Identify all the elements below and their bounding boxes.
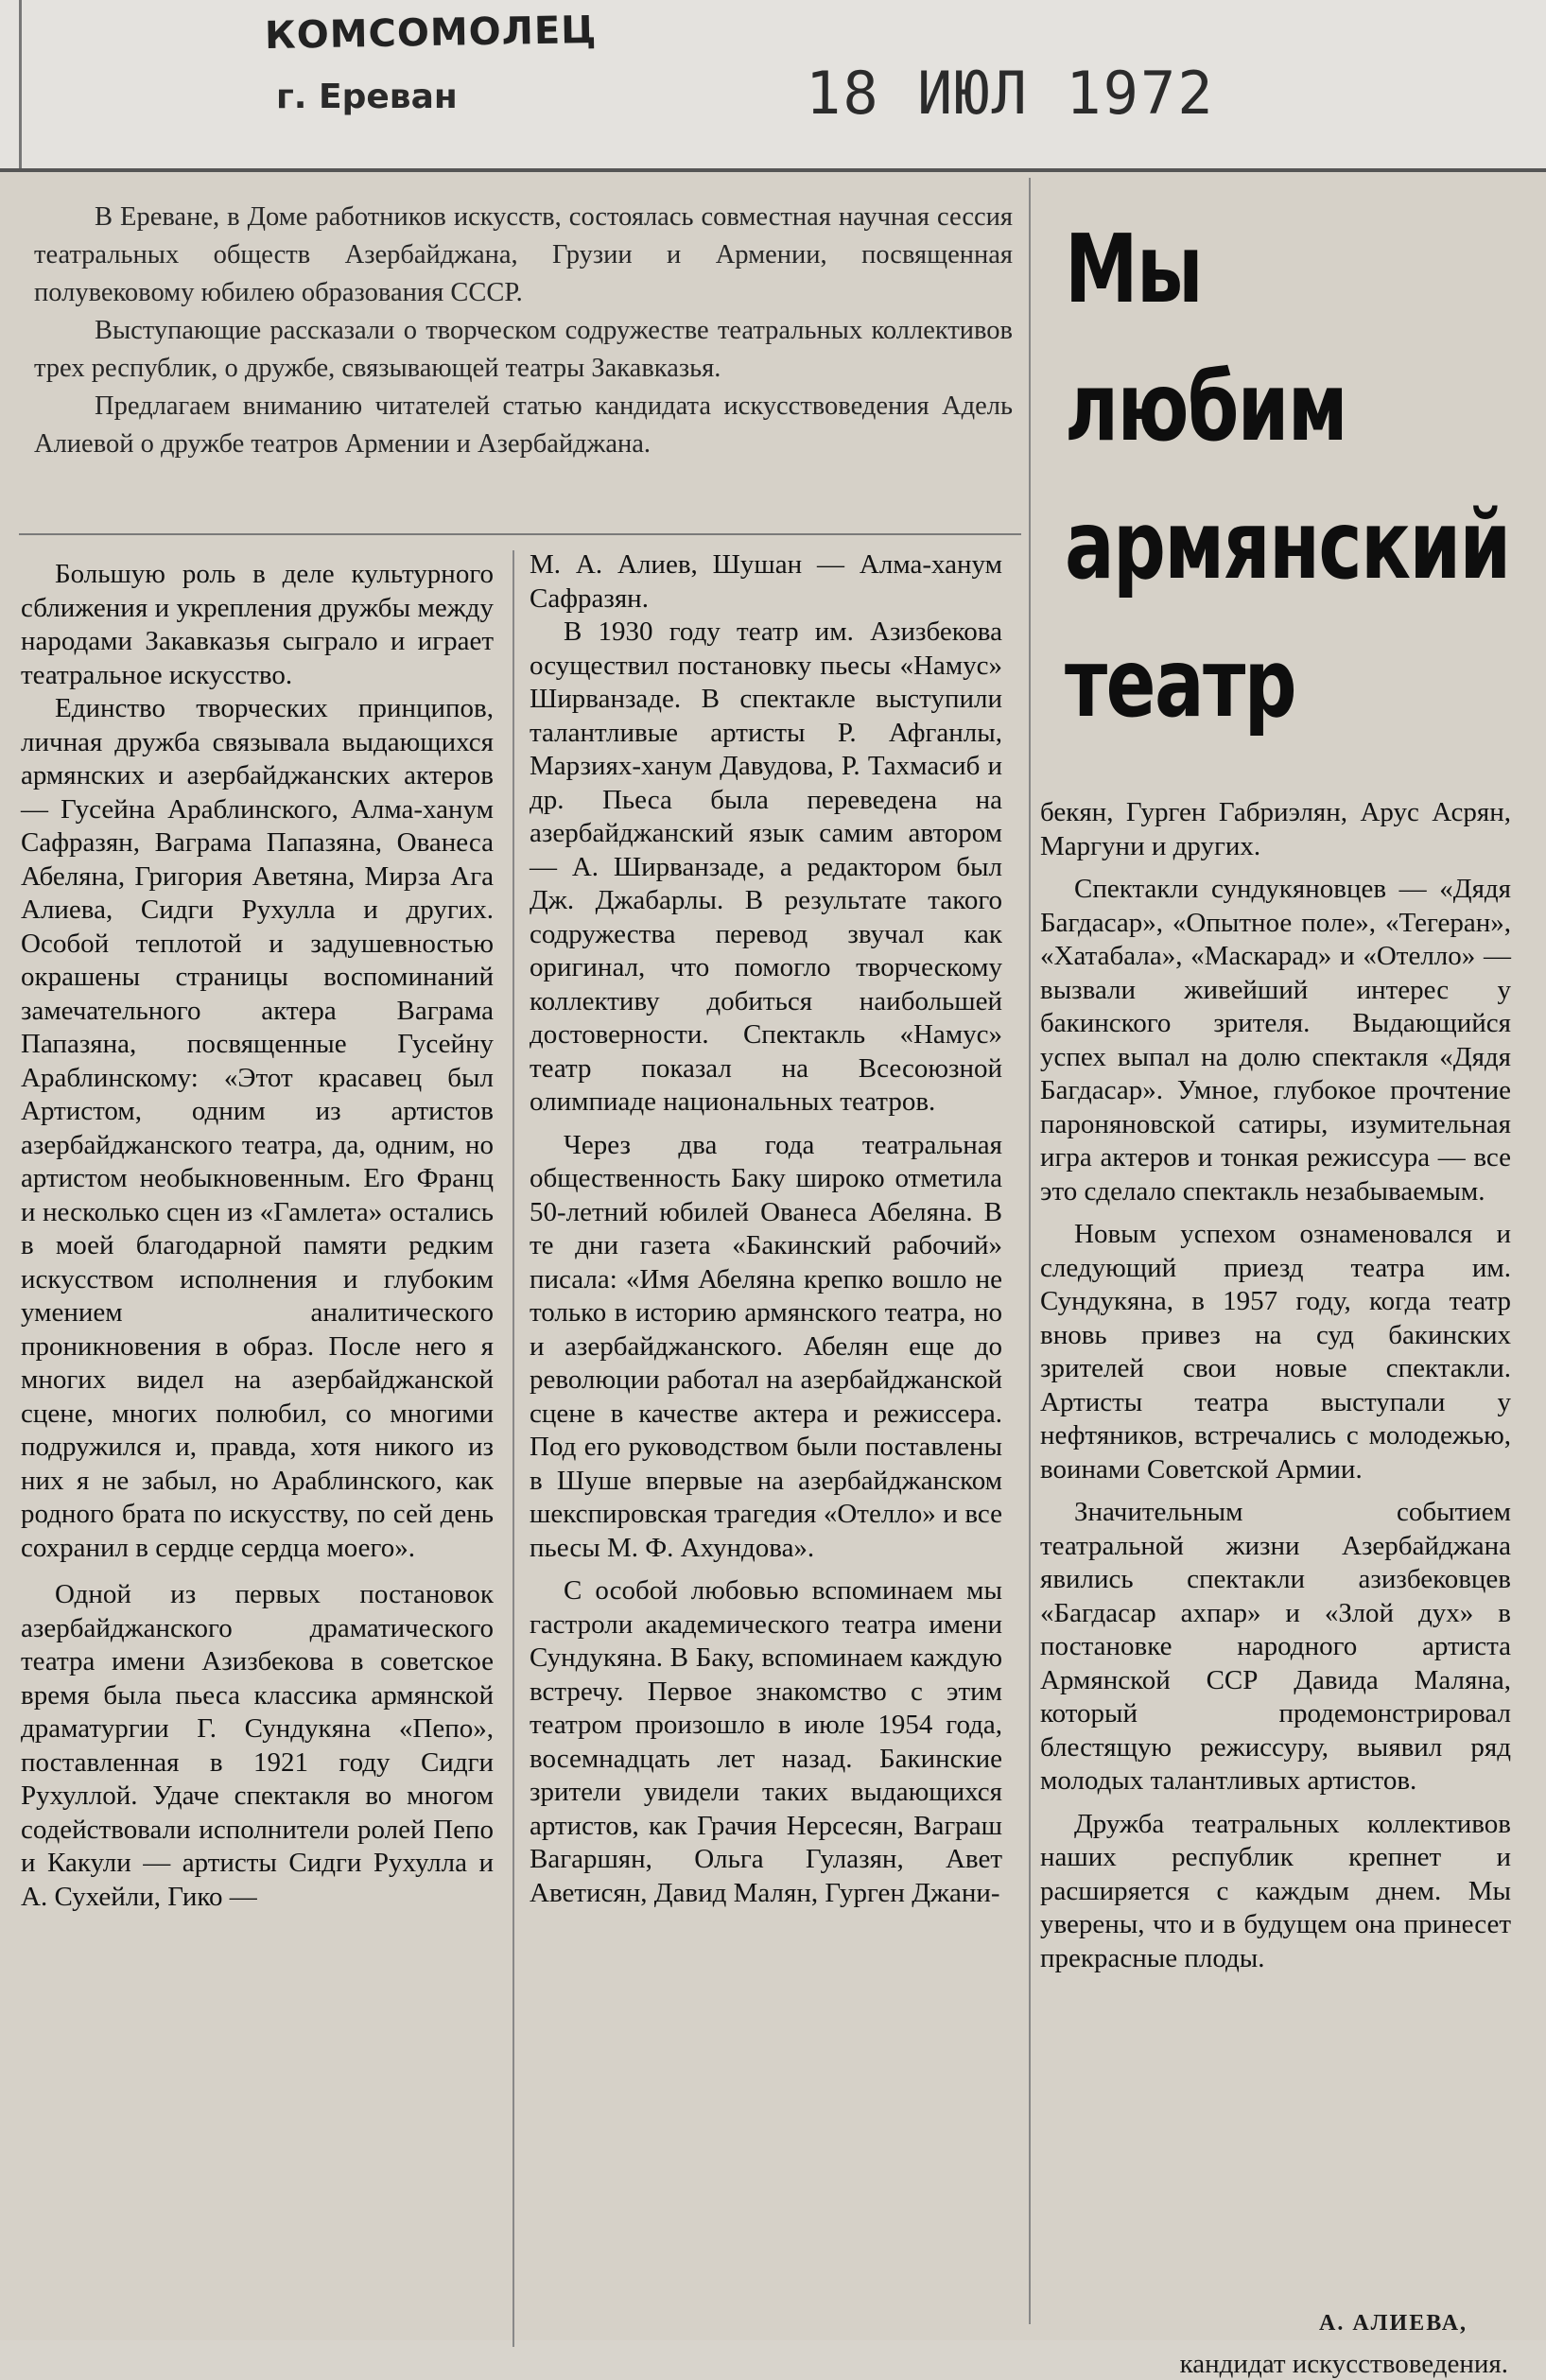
- article-column-2: [530, 548, 1002, 1910]
- article-column-1: [21, 558, 494, 1914]
- body-paragraph: Новым успехом ознаменовался и следующий приезд театра им. Сундукяна, в 1957 году, когда театр вновь привез на суд бакинских зрителей свои новые спектакли. Артисты театра выступали у нефтяников, встречались с молодежью, воинами Советской Армии.: [1040, 1219, 1511, 1485]
- column-divider: [512, 550, 514, 2347]
- newspaper-city: г. Ереван: [276, 78, 458, 116]
- headline-line: Мы: [1065, 214, 1203, 324]
- body-paragraph: С особой любовью вспоминаем мы гастроли академического театра имени Сундукяна. В Баку, вспоминаем каждую встречу. Первое знакомство с этим театром произошло в июле 1954 года, восемнадцать лет назад. Бакинские зрители увидели таких выдающихся артистов, как Грачия Нерсесян, Ваграш Вагаршян, Ольга Гулазян, Авет Аветисян, Давид Малян, Гурген Джани-: [530, 1575, 1002, 1908]
- body-paragraph: Единство творческих принципов, личная дружба связывала выдающихся армянских и азербайджанских актеров — Гусейна Араблинского, Алма-ханум Сафразян, Ваграма Папазяна, Ованеса Абеляна, Григория Аветяна, Мирза Ага Алиева, Сидги Рухулла и других. Особой теплотой и задушевностью окрашены страницы воспоминаний замечательного актера Ваграма Папазяна, посвященные Гусейну Араблинскому: «Этот красавец был Артистом, одним из артистов азербайджанского театра, да, одним, но артистом необыкновенным. Его Франц и несколько сцен из «Гамлета» остались в моей благодарной памяти редким искусством исполнения и глубоким умением аналитического проникновения в образ. После него я многих видел на азербайджанской сцене, многих полюбил, со многими подружился и, правда, хотя никого из них я не забыл, но Араблинского, как родного брата по искусству, по сей день сохранил в сердце сердца моего».: [21, 693, 494, 1563]
- body-paragraph: Дружба театральных коллективов наших республик крепнет и расширяется с каждым днем. Мы уверены, что и в будущем она принесет прекрасные плоды.: [1040, 1808, 1511, 1973]
- clipping-stamp: [0, 0, 1546, 172]
- lead-divider: [19, 533, 1021, 535]
- body-paragraph: Через два года театральная общественность Баку широко отметила 50-летний юбилей Ованеса Абеляна. В те дни газета «Бакинский рабочий» писала: «Имя Абеляна крепко вошло не только в историю армянского театра, но и азербайджанского. Абелян еще до революции работал на азербайджанской сцене в качестве актера и режиссера. Под его руководством были поставлены в Шуше впервые на азербайджанском шекспировская трагедия «Отелло» и все пьесы М. Ф. Ахундова».: [530, 1129, 1002, 1563]
- clipping-date: 18 ИЮЛ 1972: [806, 59, 1215, 128]
- article-lead: [34, 199, 1013, 463]
- lead-paragraph: В Ереване, в Доме работников искусств, состоялась совместная научная сессия театральных обществ Азербайджана, Грузии и Армении, посвященная полувековому юбилею образования СССР.: [34, 202, 1013, 307]
- column-divider: [1029, 178, 1031, 2324]
- headline-line: любим: [1065, 352, 1347, 462]
- body-paragraph: М. А. Алиев, Шушан — Алма-ханум Сафразян.: [530, 549, 1002, 614]
- body-paragraph: В 1930 году театр им. Азизбекова осуществил постановку пьесы «Намус» Ширванзаде. В спектакле выступили талантливые артисты Р. Афганлы, Марзиях-ханум Давудова, Р. Тахмасиб и др. Пьеса была переведена на азербайджанский язык самим автором — А. Ширванзаде, а редактором был Дж. Джабарлы. В результате такого содружества перевод звучал как оригинал, что помогло творческому коллективу добиться наибольшей достоверности. Спектакль «Намус» театр показал на Всесоюзной олимпиаде национальных театров.: [530, 617, 1002, 1117]
- article-column-3: [1040, 796, 1511, 1975]
- body-paragraph: Одной из первых постановок азербайджанского драматического театра имени Азизбекова в советское время была пьеса классика армянской драматургии Г. Сундукяна «Пепо», поставленная в 1921 году Сидги Рухуллой. Удаче спектакля во многом содействовали исполнители ролей Пепо и Какули — артисты Сидги Рухулла и А. Сухейли, Гико —: [21, 1579, 494, 1912]
- lead-paragraph: Предлагаем вниманию читателей статью кандидата искусствоведения Адель Алиевой о дружбе театров Армении и Азербайджана.: [34, 391, 1013, 459]
- body-paragraph: Большую роль в деле культурного сближения и укрепления дружбы между народами Закавказья сыграло и играет театральное искусство.: [21, 559, 494, 690]
- divider: [19, 0, 22, 168]
- author-name: А. АЛИЕВА,: [1319, 2311, 1468, 2336]
- article-headline: [1065, 200, 1510, 753]
- lead-paragraph: Выступающие рассказали о творческом содружестве театральных коллективов трех республик, о дружбе, связывающей театры Закавказья.: [34, 316, 1013, 383]
- article: [0, 172, 1546, 2379]
- body-paragraph: Значительным событием театральной жизни Азербайджана явились спектакли азизбековцев «Багдасар ахпар» и «Злой дух» в постановке народного артиста Армянской ССР Давида Маляна, который продемонстрировал блестящую режиссуру, выявил ряд молодых талантливых артистов.: [1040, 1497, 1511, 1796]
- headline-line: театр: [1065, 628, 1295, 738]
- author-credential: кандидат искусствоведения.: [1179, 2349, 1508, 2379]
- body-paragraph: бекян, Гурген Габриэлян, Арус Асрян, Маргуни и других.: [1040, 797, 1511, 861]
- newspaper-name: КОМСОМОЛЕЦ: [264, 8, 598, 59]
- body-paragraph: Спектакли сундукяновцев — «Дядя Багдасар», «Опытное поле», «Тегеран», «Хатабала», «Маскарад» и «Отелло» — вызвали живейший интерес у бакинского зрителя. Выдающийся успех выпал на долю спектакля «Дядя Багдасар». Умное, глубокое прочтение пароняновской сатиры, изумительная игра актеров и тонкая режиссура — все это сделало спектакль незабываемым.: [1040, 874, 1511, 1207]
- headline-line: армянский: [1065, 490, 1510, 600]
